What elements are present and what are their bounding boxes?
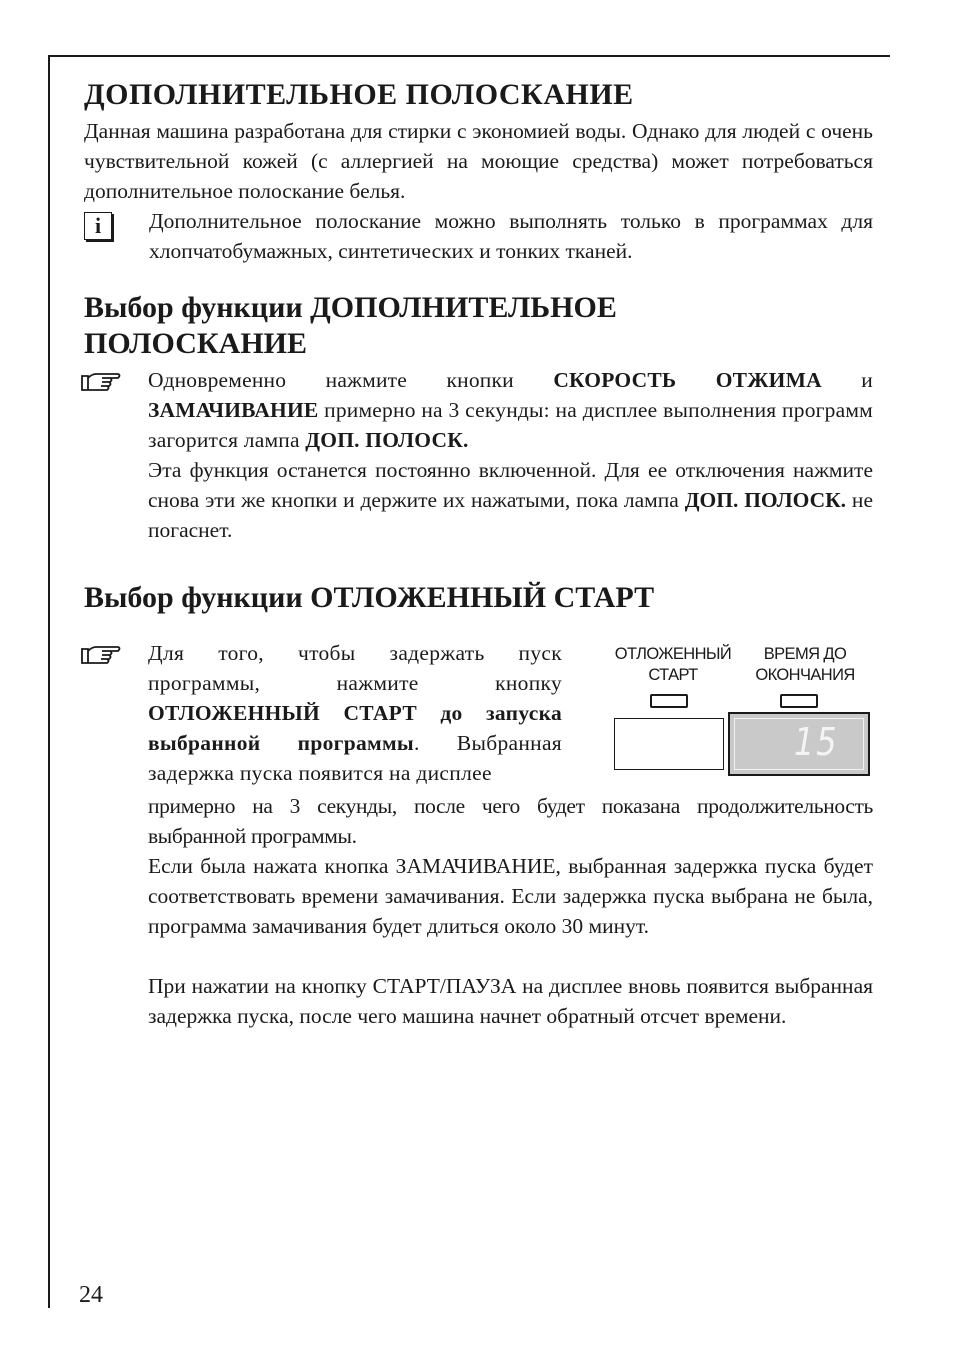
pointing-hand-icon	[80, 643, 122, 667]
intro-paragraph: Данная машина разработана для стирки с экономией воды. Однако для людей с очень чувствительной кожей (с аллергией на моющие средства) может потребоваться дополнительное полоскание белья.	[84, 119, 873, 203]
section-title-select-extra-rinse: Выбор функции ДОПОЛНИТЕЛЬНОЕ ПОЛОСКАНИЕ	[84, 291, 617, 360]
delayed-start-label: ОТЛОЖЕННЫЙ СТАРТ	[614, 645, 732, 684]
extra-rinse-instruction: Одновременно нажмите кнопки СКОРОСТЬ ОТЖИМА и ЗАМАЧИВАНИЕ примерно на 3 секунды: на дисплее выполнения программ загорится лампа ДОП. ПОЛОСК.	[148, 368, 873, 452]
section-title-extra-rinse: ДОПОЛНИТЕЛЬНОЕ ПОЛОСКАНИЕ	[84, 78, 634, 111]
time-display	[728, 712, 870, 776]
extra-rinse-disable-note: Эта функция останется постоянно включенной. Для ее отключения нажмите снова эти же кнопки и держите их нажатыми, пока лампа ДОП. ПОЛОСК. не погаснет.	[148, 458, 873, 542]
page-number: 24	[79, 1282, 103, 1308]
pointing-hand-icon	[80, 370, 122, 394]
control-panel-illustration	[608, 640, 872, 780]
start-pause-note: При нажатии на кнопку СТАРТ/ПАУЗА на дисплее вновь появится выбранная задержка пуска, после чего машина начнет обратный отсчет времени.	[148, 974, 873, 1028]
delayed-start-button[interactable]	[614, 718, 724, 770]
time-remaining-led	[780, 694, 818, 708]
delayed-start-continuation: примерно на 3 секунды, после чего будет показана продолжительность выбранной программы.	[148, 794, 873, 848]
display-value: 15	[793, 720, 838, 764]
soak-delay-note: Если была нажата кнопка ЗАМАЧИВАНИЕ, выбранная задержка пуска будет соответствовать времени замачивания. Если задержка пуска выбрана не была, программа замачивания будет длиться около 30 минут.	[148, 854, 873, 938]
top-border-rule	[48, 55, 890, 57]
info-icon: i	[84, 212, 112, 240]
left-border-rule	[48, 55, 50, 1308]
delayed-start-instruction: Для того, чтобы задержать пуск программы, нажмите кнопку ОТЛОЖЕННЫЙ СТАРТ до запуска выбранной программы. Выбранная задержка пуска появится на дисплее	[148, 641, 562, 785]
section-title-delayed-start: Выбор функции ОТЛОЖЕННЫЙ СТАРТ	[84, 581, 655, 614]
delayed-start-led	[650, 694, 688, 708]
time-remaining-label: ВРЕМЯ ДО ОКОНЧАНИЯ	[755, 645, 855, 684]
info-note: Дополнительное полоскание можно выполнять только в программах для хлопчатобумажных, синтетических и тонких тканей.	[149, 209, 873, 263]
